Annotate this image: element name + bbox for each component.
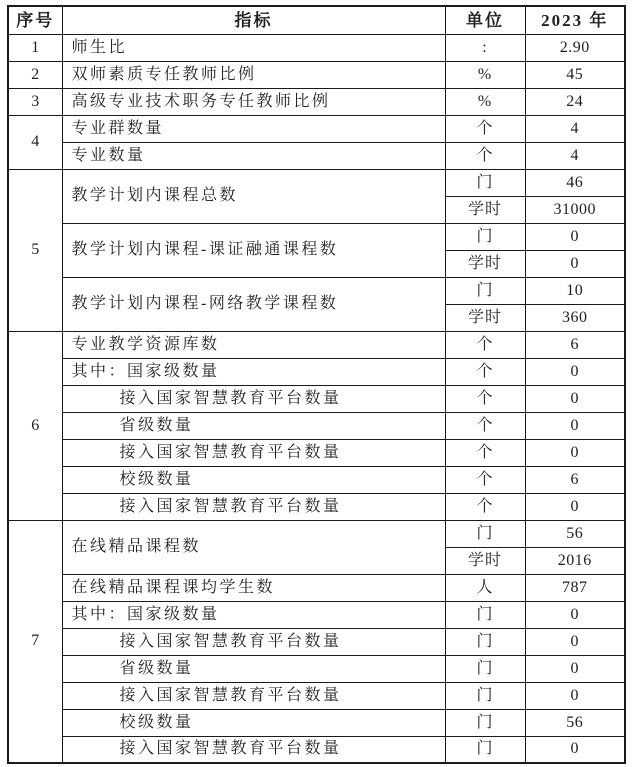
table-row	[8, 439, 625, 466]
table-row	[8, 88, 625, 115]
unit-cell: 门	[445, 601, 525, 628]
table-row	[8, 682, 625, 709]
table-row	[8, 34, 625, 61]
value-cell: 4	[525, 142, 625, 169]
table-row	[8, 574, 625, 601]
value-cell: 0	[525, 628, 625, 655]
indicator-cell: 双师素质专任教师比例	[62, 61, 445, 88]
row-no-cell: 6	[8, 331, 62, 520]
indicator-cell: 其中：国家级数量	[62, 358, 445, 385]
value-cell: 46	[525, 169, 625, 196]
table-row	[8, 358, 625, 385]
table-row	[8, 601, 625, 628]
unit-cell: %	[445, 61, 525, 88]
table-row	[8, 628, 625, 655]
value-cell: 0	[525, 358, 625, 385]
value-cell: 10	[525, 277, 625, 304]
unit-cell: 门	[445, 169, 525, 196]
unit-cell: 个	[445, 115, 525, 142]
unit-cell: 门	[445, 223, 525, 250]
unit-cell: 门	[445, 709, 525, 736]
table-row	[8, 520, 625, 547]
col-header-unit: 单位	[445, 6, 525, 34]
unit-cell: :	[445, 34, 525, 61]
col-header-year: 2023 年	[525, 6, 625, 34]
row-no-cell: 5	[8, 169, 62, 331]
value-cell: 0	[525, 439, 625, 466]
row-no-cell: 7	[8, 520, 62, 763]
value-cell: 0	[525, 655, 625, 682]
unit-cell: 个	[445, 466, 525, 493]
value-cell: 56	[525, 520, 625, 547]
table-row	[8, 331, 625, 358]
indicator-cell: 教学计划内课程-课证融通课程数	[62, 223, 445, 277]
value-cell: 0	[525, 736, 625, 763]
unit-cell: 学时	[445, 547, 525, 574]
indicator-cell: 在线精品课程数	[62, 520, 445, 574]
table-row	[8, 115, 625, 142]
table-row	[8, 655, 625, 682]
table-row	[8, 466, 625, 493]
indicator-cell: 师生比	[62, 34, 445, 61]
indicator-cell: 接入国家智慧教育平台数量	[62, 628, 445, 655]
indicator-cell: 省级数量	[62, 412, 445, 439]
table-row	[8, 412, 625, 439]
indicator-cell: 接入国家智慧教育平台数量	[62, 682, 445, 709]
unit-cell: 个	[445, 385, 525, 412]
indicator-cell: 在线精品课程课均学生数	[62, 574, 445, 601]
indicator-cell: 专业群数量	[62, 115, 445, 142]
indicator-cell: 接入国家智慧教育平台数量	[62, 385, 445, 412]
value-cell: 0	[525, 412, 625, 439]
unit-cell: 个	[445, 142, 525, 169]
unit-cell: 学时	[445, 196, 525, 223]
col-header-no: 序号	[8, 6, 62, 34]
value-cell: 0	[525, 493, 625, 520]
indicator-cell: 接入国家智慧教育平台数量	[62, 736, 445, 763]
unit-cell: 门	[445, 736, 525, 763]
table-row	[8, 169, 625, 196]
value-cell: 31000	[525, 196, 625, 223]
value-cell: 0	[525, 250, 625, 277]
indicator-cell: 专业数量	[62, 142, 445, 169]
unit-cell: 门	[445, 628, 525, 655]
indicator-cell: 教学计划内课程-网络教学课程数	[62, 277, 445, 331]
indicator-cell: 省级数量	[62, 655, 445, 682]
row-no-cell: 4	[8, 115, 62, 169]
table-row	[8, 61, 625, 88]
table-row	[8, 736, 625, 763]
value-cell: 0	[525, 223, 625, 250]
indicator-cell: 校级数量	[62, 466, 445, 493]
col-header-indicator: 指标	[62, 6, 445, 34]
value-cell: 6	[525, 466, 625, 493]
indicator-cell: 其中：国家级数量	[62, 601, 445, 628]
unit-cell: 门	[445, 682, 525, 709]
value-cell: 6	[525, 331, 625, 358]
table-row	[8, 223, 625, 250]
table-row	[8, 493, 625, 520]
unit-cell: 门	[445, 277, 525, 304]
table-row	[8, 277, 625, 304]
indicator-cell: 校级数量	[62, 709, 445, 736]
value-cell: 0	[525, 385, 625, 412]
indicator-cell: 教学计划内课程总数	[62, 169, 445, 223]
unit-cell: 个	[445, 358, 525, 385]
value-cell: 0	[525, 601, 625, 628]
value-cell: 24	[525, 88, 625, 115]
value-cell: 45	[525, 61, 625, 88]
row-no-cell: 2	[8, 61, 62, 88]
row-no-cell: 3	[8, 88, 62, 115]
header-row	[8, 6, 625, 34]
unit-cell: %	[445, 88, 525, 115]
table-row	[8, 385, 625, 412]
value-cell: 2016	[525, 547, 625, 574]
value-cell: 2.90	[525, 34, 625, 61]
indicator-cell: 高级专业技术职务专任教师比例	[62, 88, 445, 115]
indicator-cell: 接入国家智慧教育平台数量	[62, 493, 445, 520]
value-cell: 360	[525, 304, 625, 331]
indicator-cell: 接入国家智慧教育平台数量	[62, 439, 445, 466]
unit-cell: 人	[445, 574, 525, 601]
indicator-cell: 专业教学资源库数	[62, 331, 445, 358]
table-row	[8, 142, 625, 169]
unit-cell: 个	[445, 331, 525, 358]
unit-cell: 学时	[445, 304, 525, 331]
value-cell: 4	[525, 115, 625, 142]
unit-cell: 门	[445, 655, 525, 682]
table-row	[8, 709, 625, 736]
value-cell: 787	[525, 574, 625, 601]
row-no-cell: 1	[8, 34, 62, 61]
unit-cell: 学时	[445, 250, 525, 277]
value-cell: 56	[525, 709, 625, 736]
value-cell: 0	[525, 682, 625, 709]
unit-cell: 个	[445, 439, 525, 466]
unit-cell: 个	[445, 493, 525, 520]
indicator-table	[7, 5, 626, 764]
unit-cell: 个	[445, 412, 525, 439]
unit-cell: 门	[445, 520, 525, 547]
